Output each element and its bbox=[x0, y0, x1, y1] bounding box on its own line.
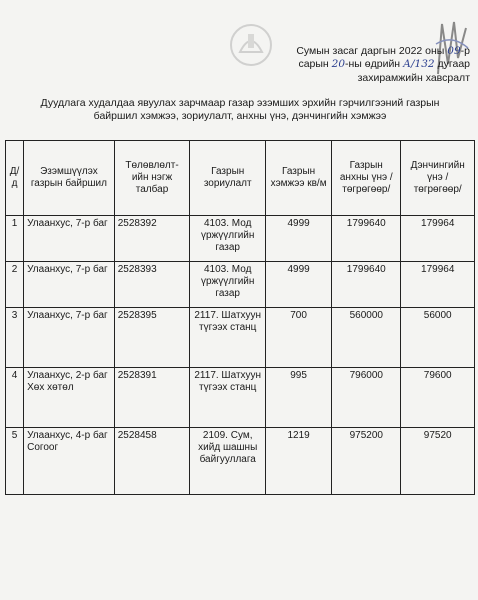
cell-area: 4999 bbox=[266, 262, 332, 308]
cell-price: 1799640 bbox=[332, 262, 401, 308]
cell-deposit: 179964 bbox=[401, 262, 475, 308]
cell-no: 4 bbox=[6, 368, 24, 428]
header-line-2: сарын 20-ны өдрийн А/132 дугаар bbox=[298, 58, 470, 70]
table-row bbox=[6, 368, 475, 428]
header-no: Д/д bbox=[6, 141, 24, 216]
header-location: Эзэмшүүлэх газрын байршил bbox=[24, 141, 115, 216]
cell-location: Улаанхус, 4-р баг Согоог bbox=[24, 428, 115, 495]
cell-location: Улаанхус, 7-р баг bbox=[24, 216, 115, 262]
header-parcel: Төлөвлөлт-ийн нэгж талбар bbox=[114, 141, 190, 216]
header-deposit: Дэнчингийн үнэ /төгрөгөөр/ bbox=[401, 141, 475, 216]
table-row bbox=[6, 308, 475, 368]
cell-purpose: 4103. Мод үржүүлгийн газар bbox=[190, 262, 266, 308]
cell-parcel: 2528395 bbox=[114, 308, 190, 368]
cell-no: 5 bbox=[6, 428, 24, 495]
cell-purpose: 2117. Шатхуун түгээх станц bbox=[190, 368, 266, 428]
cell-parcel: 2528458 bbox=[114, 428, 190, 495]
table-row bbox=[6, 216, 475, 262]
table-header-row bbox=[6, 141, 475, 216]
document-title: Дуудлага худалдаа явуулах зарчмаар газар эзэмших эрхийн гэрчилгээний газрын байршил хэмжээ, зориулалт, анхны үнэ, дэнчингийн хэмжээ bbox=[40, 97, 440, 122]
table-row bbox=[6, 262, 475, 308]
header-purpose: Газрын зориулалт bbox=[190, 141, 266, 216]
cell-parcel: 2528393 bbox=[114, 262, 190, 308]
cell-price: 1799640 bbox=[332, 216, 401, 262]
header-line-3: захирамжийн хавсралт bbox=[357, 72, 470, 84]
cell-area: 4999 bbox=[266, 216, 332, 262]
cell-no: 2 bbox=[6, 262, 24, 308]
cell-price: 560000 bbox=[332, 308, 401, 368]
cell-location: Улаанхус, 7-р баг bbox=[24, 262, 115, 308]
header-line-1: Сумын засаг даргын 2022 оны 09-р bbox=[296, 45, 470, 57]
cell-price: 975200 bbox=[332, 428, 401, 495]
cell-area: 1219 bbox=[266, 428, 332, 495]
land-table bbox=[5, 140, 475, 495]
cell-parcel: 2528392 bbox=[114, 216, 190, 262]
cell-deposit: 179964 bbox=[401, 216, 475, 262]
cell-no: 3 bbox=[6, 308, 24, 368]
header-area: Газрын хэмжээ кв/м bbox=[266, 141, 332, 216]
cell-location: Улаанхус, 7-р баг bbox=[24, 308, 115, 368]
cell-location: Улаанхус, 2-р баг Хөх хөтөл bbox=[24, 368, 115, 428]
cell-purpose: 2117. Шатхуун түгээх станц bbox=[190, 308, 266, 368]
cell-area: 700 bbox=[266, 308, 332, 368]
cell-no: 1 bbox=[6, 216, 24, 262]
cell-purpose: 4103. Мод үржүүлгийн газар bbox=[190, 216, 266, 262]
cell-deposit: 97520 bbox=[401, 428, 475, 495]
cell-deposit: 56000 bbox=[401, 308, 475, 368]
cell-area: 995 bbox=[266, 368, 332, 428]
cell-price: 796000 bbox=[332, 368, 401, 428]
table-row bbox=[6, 428, 475, 495]
cell-deposit: 79600 bbox=[401, 368, 475, 428]
header-price: Газрын анхны үнэ /төгрөгөөр/ bbox=[332, 141, 401, 216]
cell-parcel: 2528391 bbox=[114, 368, 190, 428]
state-emblem-icon bbox=[222, 22, 280, 68]
cell-purpose: 2109. Сум, хийд шашны байгууллага bbox=[190, 428, 266, 495]
